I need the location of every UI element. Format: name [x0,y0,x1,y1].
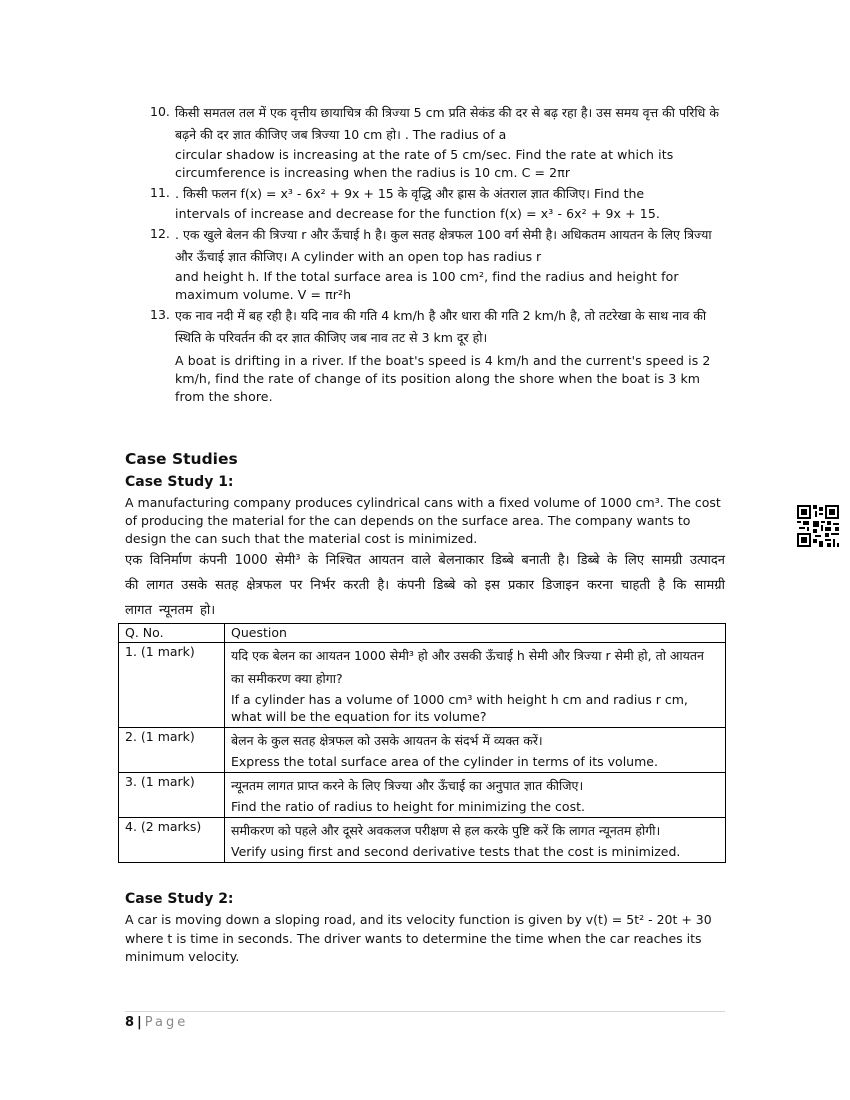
column-header-question: Question [225,624,726,643]
question-number: 11. [150,185,170,200]
question-cell [225,728,726,773]
page-footer [125,1015,188,1030]
case-study-2-title: Case Study 2: [125,891,234,907]
question-text-hindi: यदि एक बेलन का आयतन 1000 सेमी³ हो और उसकी ऊँचाई h सेमी और त्रिज्या r सेमी हो, तो आयतन का समीकरण क्या होगा? [231,648,704,686]
qno-cell: 4. (2 marks) [119,818,225,863]
case-study-1-description-english: A manufacturing company produces cylindrical cans with a fixed volume of 1000 cm³. The cost of producing the material for the can depends on the surface area. The company wants to design the can such that the material cost is minimized. [125,495,721,546]
question-12 [150,224,720,304]
question-text-hindi: . किसी फलन f(x) = x³ - 6x² + 9x + 15 के वृद्धि और ह्रास के अंतराल ज्ञात कीजिए। Find the [175,186,645,201]
qno-cell: 2. (1 mark) [119,728,225,773]
question-text-english: Verify using first and second derivative tests that the cost is minimized. [231,844,681,859]
question-cell [225,643,726,728]
question-text-english: intervals of increase and decrease for the function f(x) = x³ - 6x² + 9x + 15. [175,206,660,221]
footer-separator: | [137,1015,142,1030]
question-text-english: If a cylinder has a volume of 1000 cm³ with height h cm and radius r cm, what will be the equation for its volume? [231,692,688,724]
qno-cell: 3. (1 mark) [119,773,225,818]
question-text-english: and height h. If the total surface area is 100 cm², find the radius and height for maximum volume. V = πr²h [175,269,679,302]
qno-cell: 1. (1 mark) [119,643,225,728]
question-text-hindi: समीकरण को पहले और दूसरे अवकलज परीक्षण से हल करके पुष्टि करें कि लागत न्यूनतम होगी। [231,823,661,838]
question-10 [150,102,720,182]
table-row [119,818,726,863]
page-label: Page [144,1015,189,1030]
question-list [150,102,720,407]
question-13 [150,305,720,406]
question-text-english: Express the total surface area of the cylinder in terms of its volume. [231,754,658,769]
question-text-hindi: एक नाव नदी में बह रही है। यदि नाव की गति 4 km/h है और धारा की गति 2 km/h है, तो तटरेखा के साथ नाव की स्थिति के परिवर्तन की दर ज्ञात कीजिए जब नाव तट से 3 km दूर हो। [175,308,707,345]
qr-code-icon[interactable] [797,505,839,547]
table-row [119,728,726,773]
page-number: 8 [125,1015,135,1030]
question-11 [150,183,720,223]
question-number: 10. [150,104,170,119]
question-text-english: circular shadow is increasing at the rate of 5 cm/sec. Find the rate at which its circumference is increasing when the radius is 10 cm. C = 2πr [175,147,674,180]
question-text-hindi: न्यूनतम लागत प्राप्त करने के लिए त्रिज्या और ऊँचाई का अनुपात ज्ञात कीजिए। [231,778,584,793]
question-text-hindi: किसी समतल तल में एक वृत्तीय छायाचित्र की त्रिज्या 5 cm प्रति सेकंड की दर से बढ़ रहा है। उस समय वृत्त की परिधि के बढ़ने की दर ज्ञात कीजिए जब त्रिज्या 10 cm हो। . The radius of a [175,105,719,142]
question-text-english: A boat is drifting in a river. If the boat's speed is 4 km/h and the current's speed is 2 km/h, find the rate of change of its position along the shore when the boat is 3 km from the shore. [175,353,711,404]
footer-divider [125,1011,725,1012]
table-row [119,773,726,818]
case-study-1-title: Case Study 1: [125,474,234,490]
question-cell [225,818,726,863]
question-text-hindi: बेलन के कुल सतह क्षेत्रफल को उसके आयतन के संदर्भ में व्यक्त करें। [231,733,543,748]
table-header-row [119,624,726,643]
question-number: 12. [150,226,170,241]
case-study-2-description-english: A car is moving down a sloping road, and its velocity function is given by v(t) = 5t² - 20t + 30 where t is time in seconds. The driver wants to determine the time when the car reaches its minimum velocity. [125,912,712,964]
question-text-hindi: . एक खुले बेलन की त्रिज्या r और ऊँचाई h है। कुल सतह क्षेत्रफल 100 वर्ग सेमी है। अधिकतम आयतन के लिए त्रिज्या और ऊँचाई ज्ञात कीजिए। A cylinder with an open top has radius r [175,227,712,264]
column-header-qno: Q. No. [119,624,225,643]
question-number: 13. [150,307,170,322]
section-title: Case Studies [125,450,238,468]
question-cell [225,773,726,818]
question-text-english: Find the ratio of radius to height for minimizing the cost. [231,799,585,814]
table-row [119,643,726,728]
case-study-1-table [118,623,726,863]
case-study-1-description-hindi: एक विनिर्माण कंपनी 1000 सेमी³ के निश्चित आयतन वाले बेलनाकार डिब्बे बनाती है। डिब्बे के लिए सामग्री उत्पादन की लागत उसके सतह क्षेत्रफल पर निर्भर करती है। कंपनी डिब्बे को इस प्रकार डिजाइन करना चाहती है कि सामग्री लागत न्यूनतम हो। [125,553,725,618]
